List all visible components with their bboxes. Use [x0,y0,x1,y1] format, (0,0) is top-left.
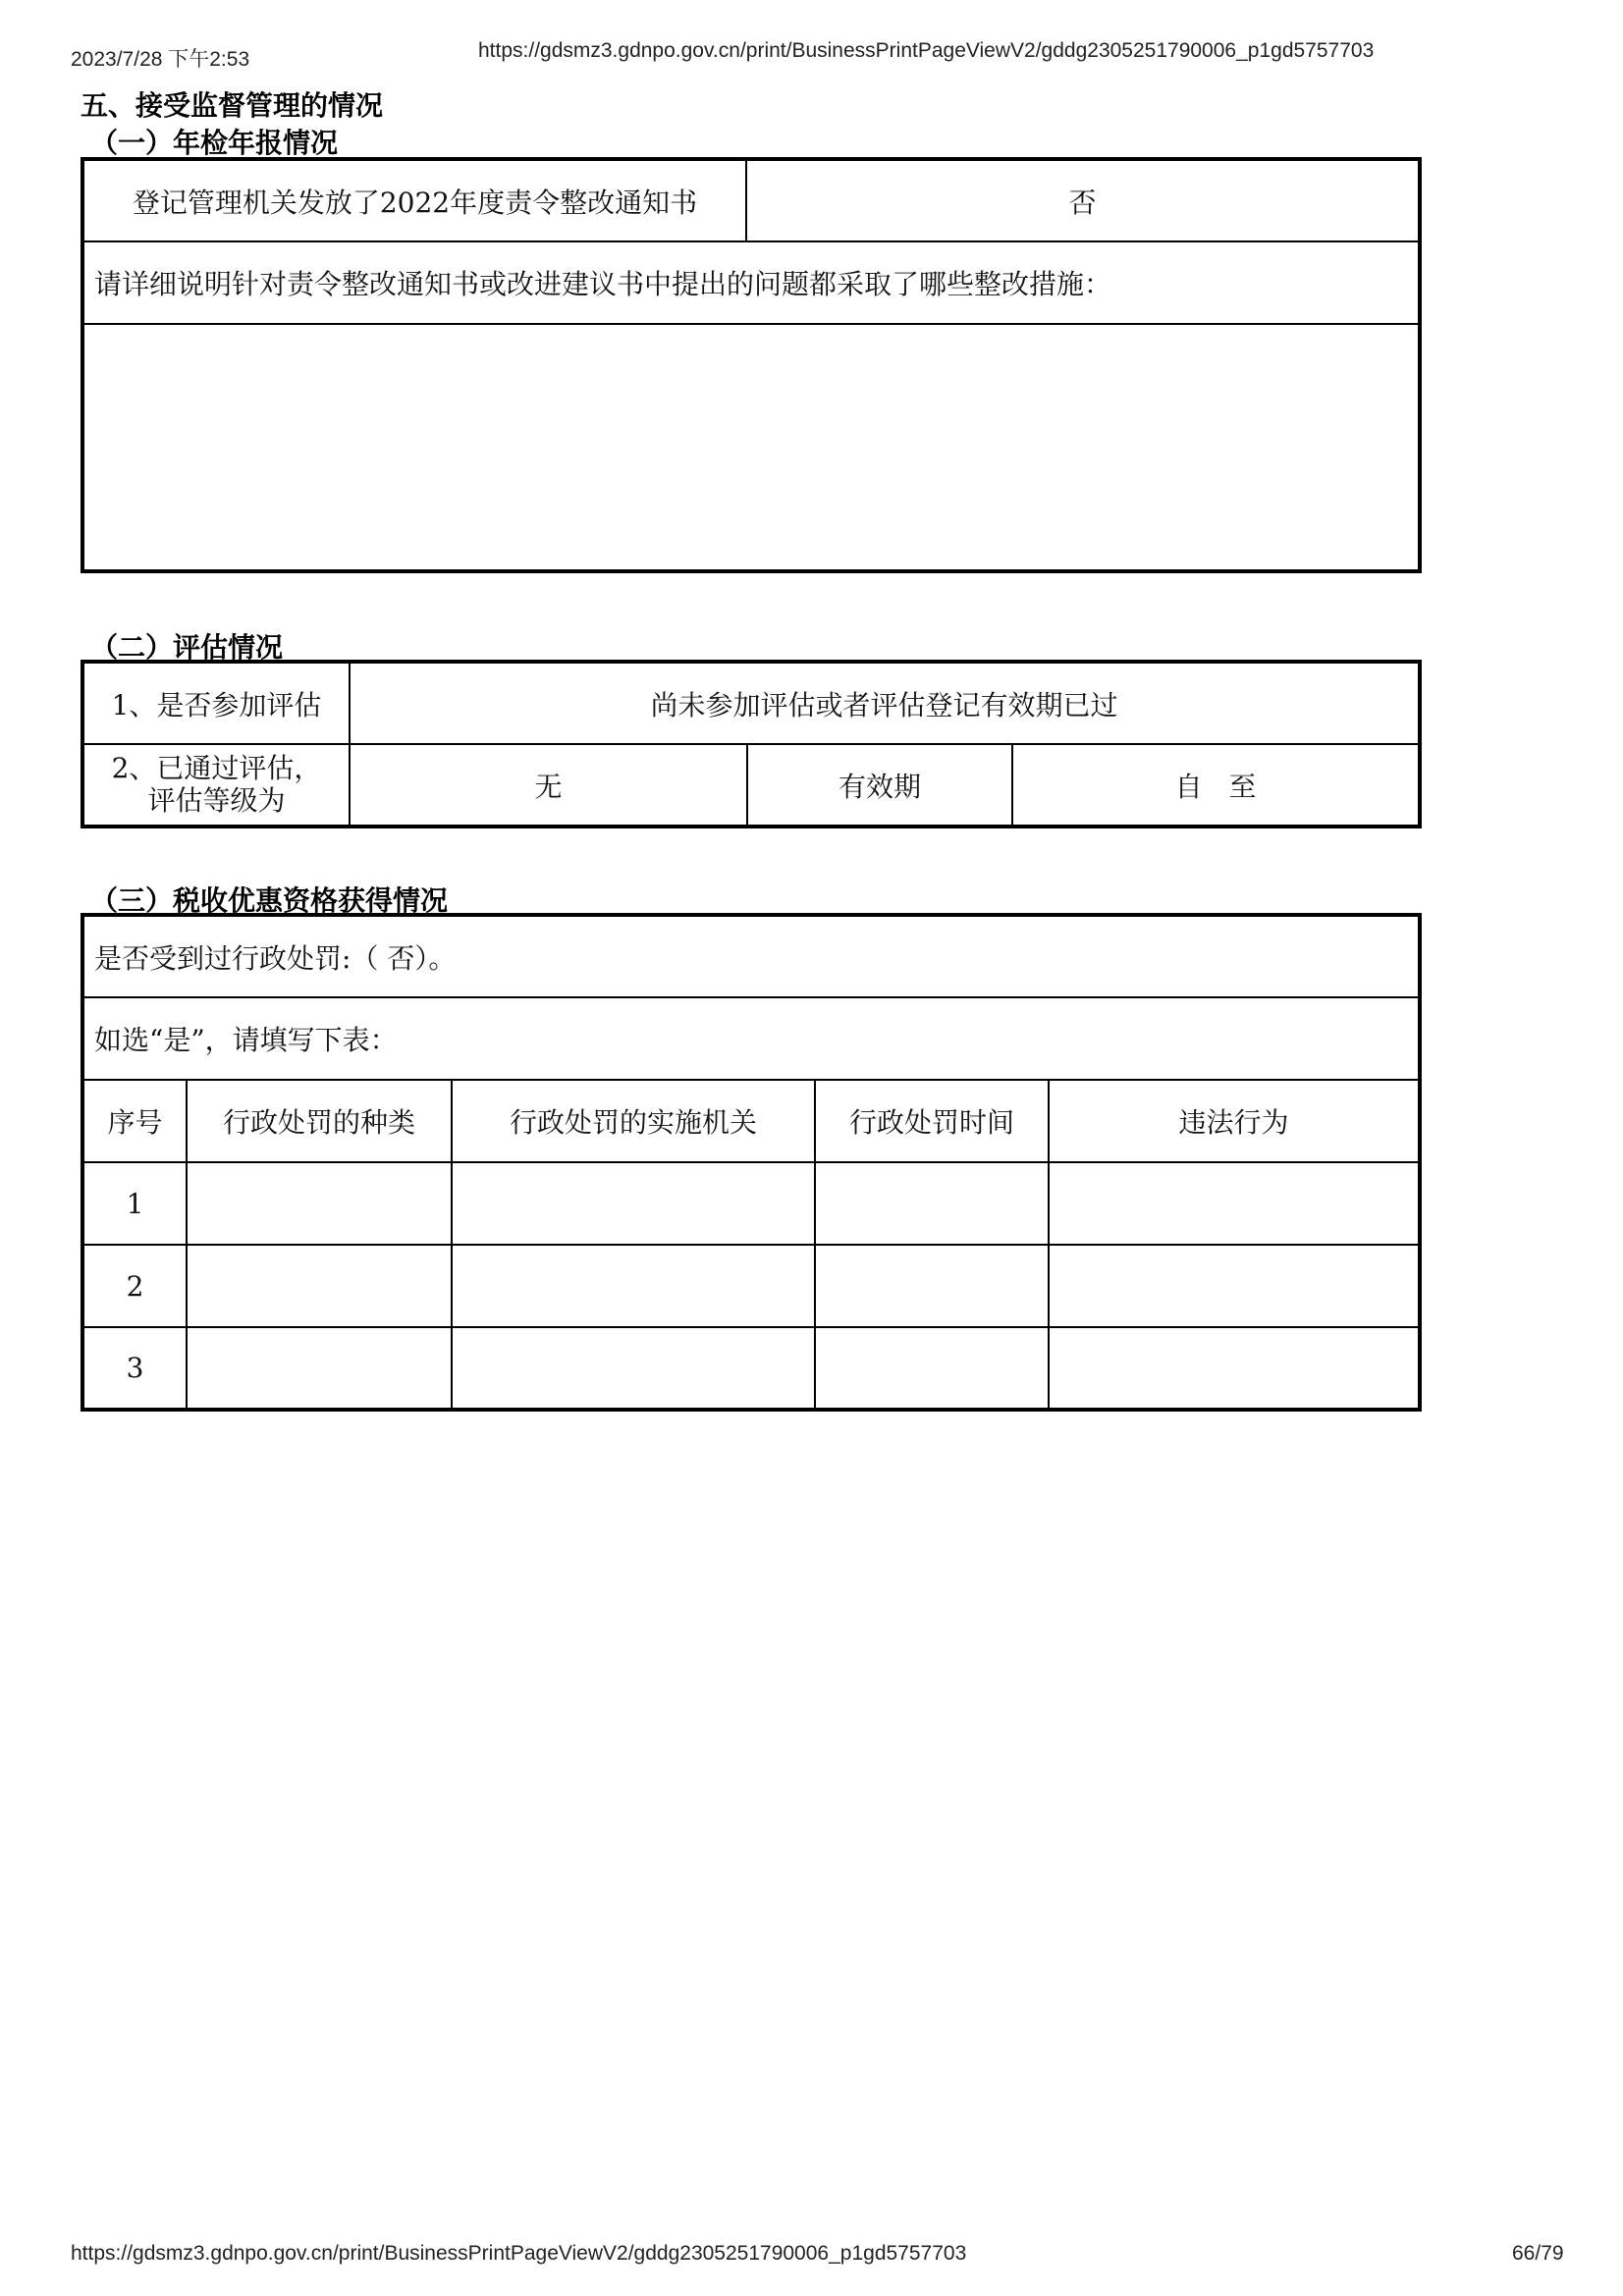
measures-label: 请详细说明针对责令整改通知书或改进建议书中提出的问题都采取了哪些整改措施： [82,241,1420,324]
table-cell [452,1245,815,1327]
tax-table [81,913,1422,1412]
column-header: 行政处罚的种类 [187,1080,452,1162]
grade-label-line2: 评估等级为 [147,783,286,817]
tax-title: （三）税收优惠资格获得情况 [90,884,449,917]
annual-check-title: （一）年检年报情况 [90,127,339,159]
row-index: 1 [82,1162,187,1245]
measures-value [82,324,1420,571]
table-row [82,1245,1420,1327]
page-number: 66/79 [1512,2242,1564,2265]
table-cell [187,1245,452,1327]
evaluation-table [81,660,1422,828]
column-header: 行政处罚的实施机关 [452,1080,815,1162]
participated-label: 1、是否参加评估 [82,662,350,744]
table-cell [815,1162,1049,1245]
evaluation-title: （二）评估情况 [90,631,284,664]
grade-label-line1: 2、已通过评估， [111,752,322,785]
table-cell [1049,1162,1420,1245]
column-header: 违法行为 [1049,1080,1420,1162]
table-cell [187,1162,452,1245]
grade-label [82,744,350,827]
penalty-question: 是否受到过行政处罚:（ 否）。 [82,915,1420,997]
footer-url: https://gdsmz3.gdnpo.gov.cn/print/BusinessPrintPageViewV2/gddg2305251790006_p1gd5757703 [71,2242,967,2265]
print-datetime: 2023/7/28 下午2:53 [71,48,250,71]
grade-value: 无 [350,744,747,827]
annual-check-table [81,157,1422,573]
notice-label: 登记管理机关发放了2022年度责令整改通知书 [82,159,746,241]
table-row [82,1162,1420,1245]
participated-value: 尚未参加评估或者评估登记有效期已过 [350,662,1420,744]
column-header: 序号 [82,1080,187,1162]
section-title: 五、接受监督管理的情况 [81,89,384,122]
row-index: 3 [82,1327,187,1410]
table-cell [452,1162,815,1245]
column-header: 行政处罚时间 [815,1080,1049,1162]
print-url: https://gdsmz3.gdnpo.gov.cn/print/BusinessPrintPageViewV2/gddg2305251790006_p1gd5757703 [478,39,1375,62]
fill-instruction: 如选“是”，请填写下表： [82,997,1420,1080]
table-cell [1049,1327,1420,1410]
table-cell [815,1245,1049,1327]
validity-value: 自 至 [1012,744,1420,827]
validity-label: 有效期 [747,744,1012,827]
table-cell [452,1327,815,1410]
notice-value: 否 [746,159,1420,241]
table-cell [187,1327,452,1410]
table-header-row [82,1080,1420,1162]
table-cell [1049,1245,1420,1327]
row-index: 2 [82,1245,187,1327]
table-row [82,1327,1420,1410]
table-cell [815,1327,1049,1410]
